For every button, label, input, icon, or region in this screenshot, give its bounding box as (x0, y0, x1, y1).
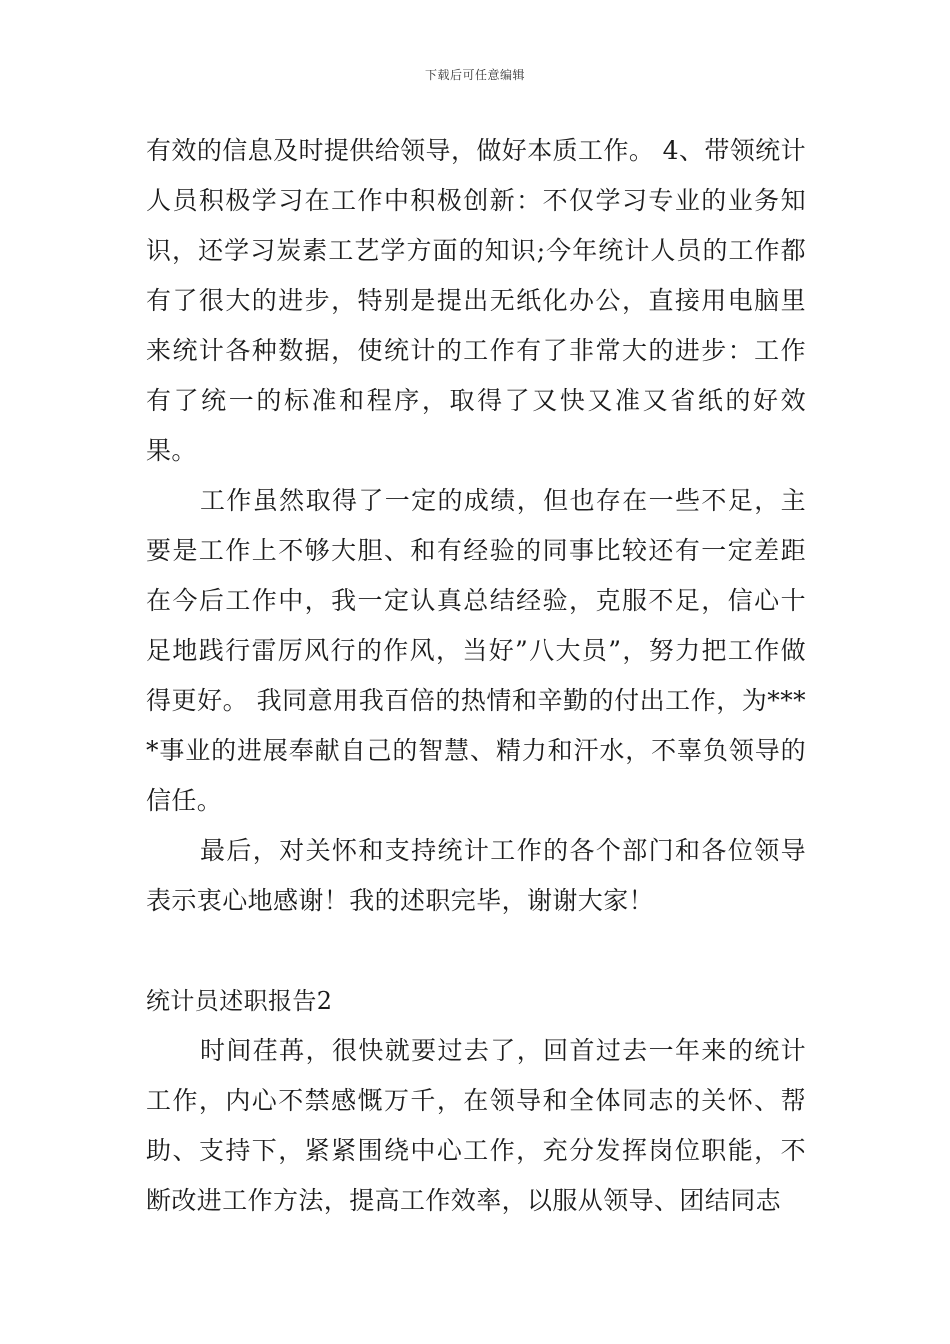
paragraph-3: 最后，对关怀和支持统计工作的各个部门和各位领导表示衷心地感谢！我的述职完毕，谢谢大家！ (146, 836, 806, 915)
page-header: 下载后可任意编辑 (424, 68, 525, 82)
section-title: 统计员述职报告2 (146, 987, 333, 1015)
paragraph-2: 工作虽然取得了一定的成绩，但也存在一些不足，主要是工作上不够大胆、和有经验的同事比较还有一定差距在今后工作中，我一定认真总结经验，克服不足，信心十足地践行雷厉风行的作风，当好”八大员”，努力把工作做得更好。 我同意用我百倍的热情和辛勤的付出工作，为****事业的进展奉献自己的智慧、精力和汗水，不辜负领导的信任。 (146, 486, 806, 815)
paragraph-4: 时间荏苒，很快就要过去了，回首过去一年来的统计工作，内心不禁感慨万千，在领导和全体同志的关怀、帮助、支持下，紧紧围绕中心工作，充分发挥岗位职能，不断改进工作方法，提高工作效率，以服从领导、团结同志 (146, 1036, 806, 1215)
document-body (146, 126, 806, 1226)
section-spacer (146, 926, 806, 976)
paragraph-1: 有效的信息及时提供给领导，做好本质工作。 4、带领统计人员积极学习在工作中积极创新：不仅学习专业的业务知识，还学习炭素工艺学方面的知识;今年统计人员的工作都有了很大的进步，特别是提出无纸化办公，直接用电脑里来统计各种数据，使统计的工作有了非常大的进步：工作有了统一的标准和程序，取得了又快又准又省纸的好效果。 (146, 136, 806, 465)
